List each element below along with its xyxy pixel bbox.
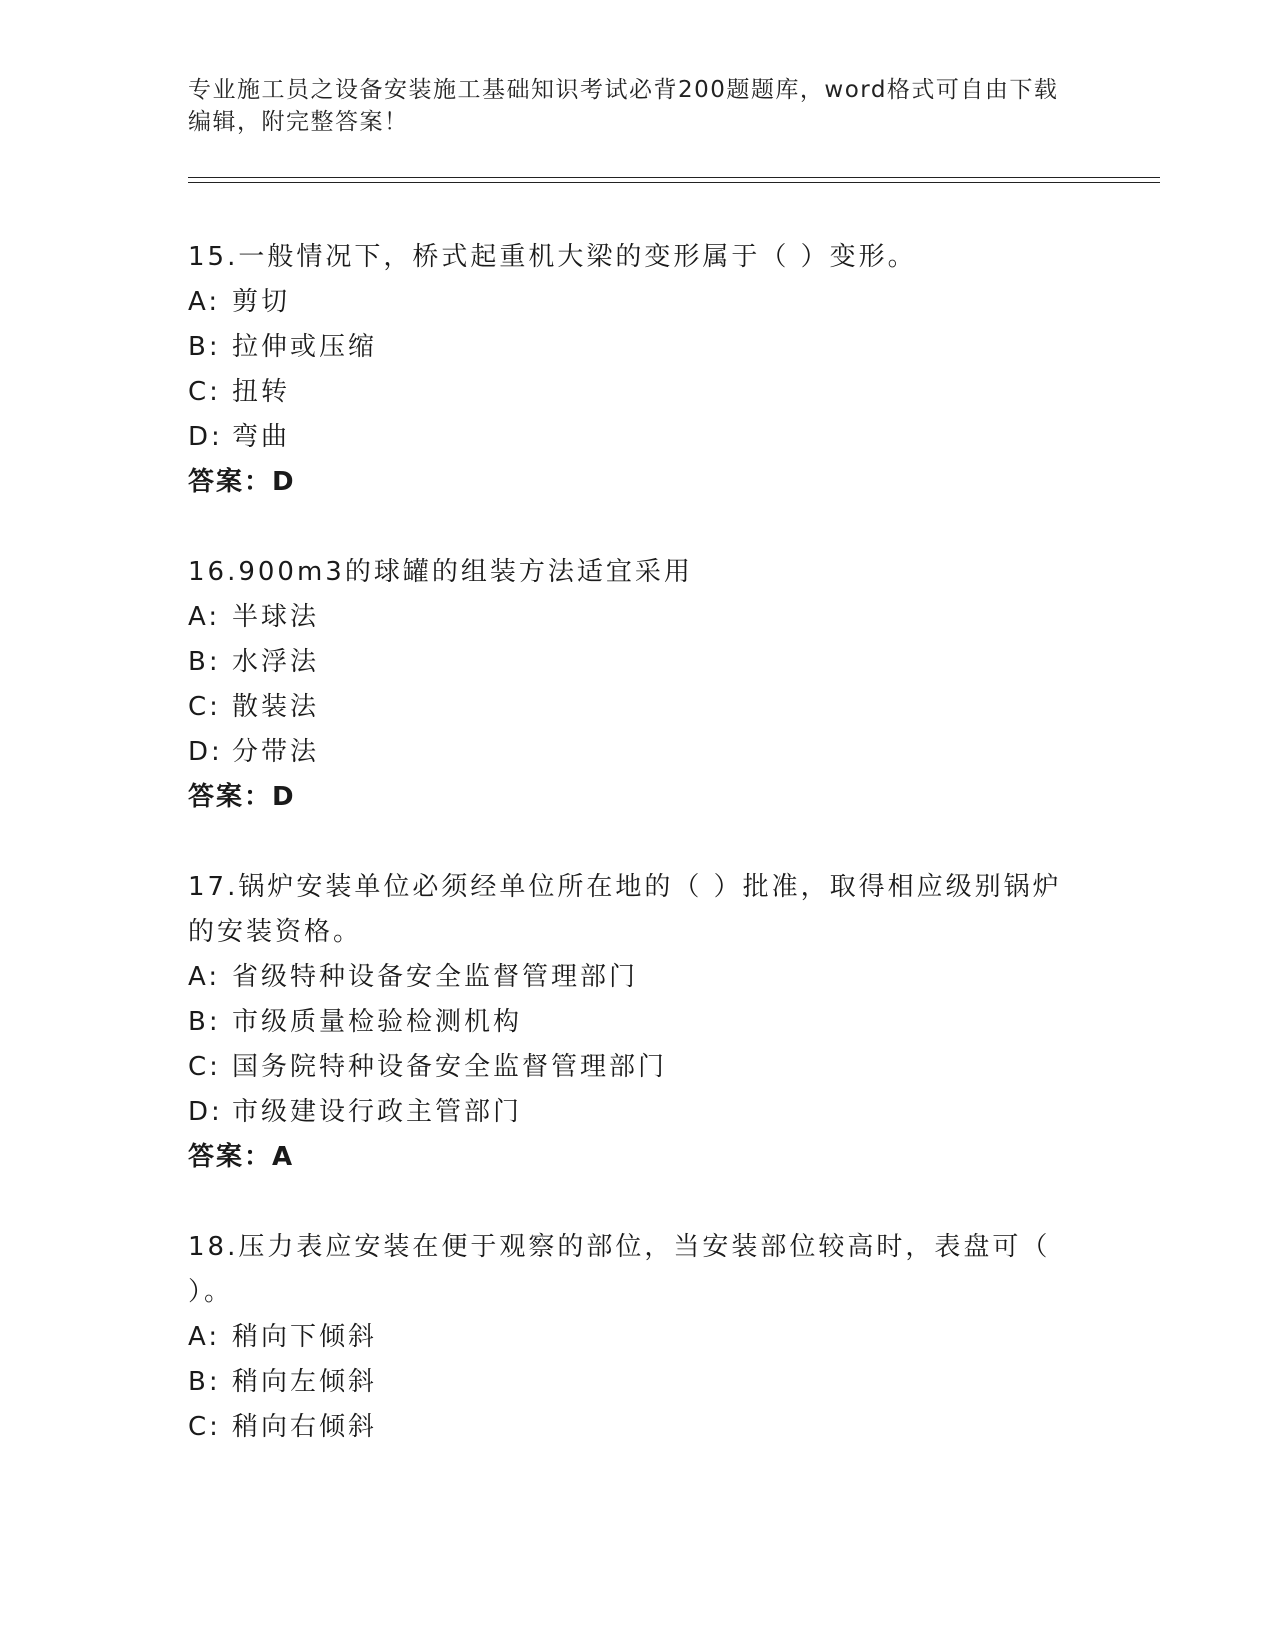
option-c [188, 1045, 1068, 1090]
option-letter: C: [188, 1052, 221, 1082]
option-d [188, 1090, 1068, 1135]
option-text: 拉伸或压缩 [232, 332, 378, 362]
option-letter: D: [188, 1097, 223, 1127]
option-a [188, 280, 1068, 325]
option-text: 市级建设行政主管部门 [232, 1097, 523, 1127]
option-letter: A: [188, 602, 221, 632]
question-item [188, 550, 1068, 820]
option-text: 国务院特种设备安全监督管理部门 [232, 1052, 668, 1082]
option-letter: A: [188, 287, 221, 317]
option-a [188, 595, 1068, 640]
option-letter: C: [188, 692, 221, 722]
question-item [188, 865, 1068, 1180]
option-text: 市级质量检验检测机构 [232, 1007, 523, 1037]
option-letter: B: [188, 647, 221, 677]
option-text: 分带法 [232, 737, 320, 767]
question-item [188, 235, 1068, 505]
option-text: 水浮法 [232, 647, 320, 677]
answer-line: 答案：A [188, 1142, 295, 1172]
option-letter: A: [188, 962, 221, 992]
question-stem: 15.一般情况下，桥式起重机大梁的变形属于（ ）变形。 [188, 242, 917, 272]
answer-line: 答案：D [188, 782, 296, 812]
option-c [188, 685, 1068, 730]
option-text: 稍向右倾斜 [232, 1412, 378, 1442]
option-d [188, 730, 1068, 775]
option-b [188, 1000, 1068, 1045]
option-text: 省级特种设备安全监督管理部门 [232, 962, 639, 992]
option-text: 散装法 [232, 692, 320, 722]
header-divider [188, 177, 1160, 183]
option-text: 稍向下倾斜 [232, 1322, 378, 1352]
document-title: 专业施工员之设备安装施工基础知识考试必背200题题库，word格式可自由下载编辑，附完整答案！ [188, 77, 1059, 135]
option-letter: B: [188, 1007, 221, 1037]
option-c [188, 1405, 1068, 1450]
option-b [188, 640, 1068, 685]
option-b [188, 1360, 1068, 1405]
option-text: 稍向左倾斜 [232, 1367, 378, 1397]
option-letter: D: [188, 737, 223, 767]
question-item [188, 1225, 1068, 1450]
option-b [188, 325, 1068, 370]
option-text: 弯曲 [232, 422, 291, 452]
question-stem: 18.压力表应安装在便于观察的部位，当安装部位较高时，表盘可（ ）。 [188, 1232, 1051, 1307]
option-text: 半球法 [232, 602, 320, 632]
option-letter: B: [188, 1367, 221, 1397]
option-letter: B: [188, 332, 221, 362]
option-a [188, 955, 1068, 1000]
option-letter: C: [188, 1412, 221, 1442]
question-list [188, 235, 1068, 1495]
answer-line: 答案：D [188, 467, 296, 497]
option-a [188, 1315, 1068, 1360]
option-d [188, 415, 1068, 460]
option-text: 剪切 [232, 287, 291, 317]
option-letter: D: [188, 422, 223, 452]
question-stem: 16.900m3的球罐的组装方法适宜采用 [188, 557, 693, 587]
option-letter: A: [188, 1322, 221, 1352]
option-letter: C: [188, 377, 221, 407]
option-text: 扭转 [232, 377, 291, 407]
question-stem: 17.锅炉安装单位必须经单位所在地的（ ）批准，取得相应级别锅炉的安装资格。 [188, 872, 1062, 947]
option-c [188, 370, 1068, 415]
